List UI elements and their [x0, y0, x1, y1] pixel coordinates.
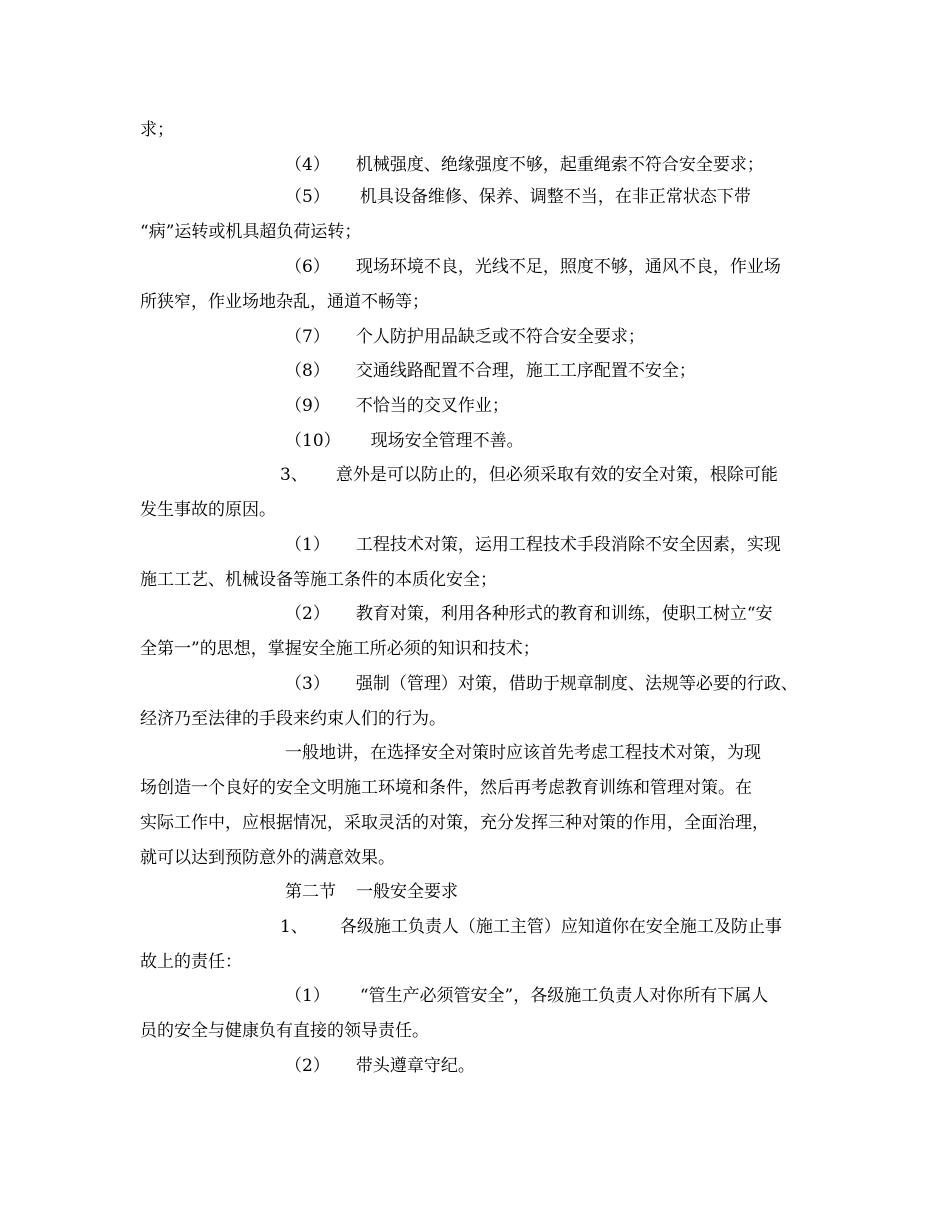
item-number: （1）	[285, 986, 330, 1006]
paragraph-line	[140, 774, 752, 802]
line-text: 强制（管理）对策，借助于规章制度、法规等必要的行政、	[355, 674, 798, 694]
line-text: 教育对策，利用各种形式的教育和训练，使职工树立“安	[355, 604, 773, 624]
item-number: 第二节	[285, 882, 336, 902]
paragraph-line	[285, 739, 761, 767]
line-text: 现场环境不良，光线不足，照度不够，通风不良，作业场	[355, 257, 781, 277]
item-number: （5）	[285, 187, 330, 207]
line-text: 发生事故的原因。	[140, 500, 276, 520]
item-number: （9）	[285, 396, 330, 416]
paragraph-line	[140, 809, 769, 837]
paragraph-line	[285, 357, 696, 385]
line-text: 机具设备维修、保养、调整不当，在非正常状态下带	[359, 187, 751, 207]
line-text: 一般安全要求	[356, 882, 458, 902]
item-number: （7）	[285, 327, 330, 347]
paragraph-line	[285, 392, 509, 420]
line-text: 机械强度、绝缘强度不够，起重绳索不符合安全要求；	[355, 155, 764, 175]
line-text: 各级施工负责人（施工主管）应知道你在安全施工及防止事	[339, 917, 782, 937]
line-text: 交通线路配置不合理，施工工序配置不安全；	[355, 361, 696, 381]
paragraph-line	[140, 705, 446, 733]
paragraph-line	[285, 427, 524, 455]
line-text: 意外是可以防止的，但必须采取有效的安全对策，根除可能	[335, 465, 778, 485]
item-number: （3）	[285, 674, 330, 694]
item-number: （2）	[285, 604, 330, 624]
paragraph-line	[285, 982, 768, 1010]
line-text: 经济乃至法律的手段来约束人们的行为。	[140, 709, 446, 729]
item-number: （4）	[285, 155, 330, 175]
line-text: 个人防护用品缺乏或不符合安全要求；	[355, 327, 645, 347]
line-text: “病”运转或机具超负荷运转；	[140, 222, 362, 242]
paragraph-line	[140, 116, 174, 144]
line-text: 一般地讲，在选择安全对策时应该首先考虑工程技术对策，为现	[285, 743, 761, 763]
paragraph-line	[280, 461, 778, 489]
line-text: 员的安全与健康负有直接的领导责任。	[140, 1021, 429, 1041]
paragraph-line	[280, 913, 782, 941]
paragraph-line	[140, 218, 361, 246]
paragraph-line	[140, 496, 276, 524]
paragraph-line	[285, 323, 645, 351]
item-number: （1）	[285, 535, 330, 555]
line-text: “管生产必须管安全”，各级施工负责人对你所有下属人	[359, 986, 769, 1006]
line-text: 施工工艺、机械设备等施工条件的本质化安全；	[140, 570, 497, 590]
item-number: 1、	[280, 917, 308, 937]
line-text: 故上的责任：	[140, 952, 242, 972]
item-number: （6）	[285, 257, 330, 277]
paragraph-line	[285, 183, 751, 211]
line-text: 就可以达到预防意外的满意效果。	[140, 848, 395, 868]
paragraph-line	[140, 288, 429, 316]
paragraph-line	[140, 844, 395, 872]
line-text: 全第一”的思想，掌握安全施工所必须的知识和技术；	[140, 639, 540, 659]
line-text: 不恰当的交叉作业；	[355, 396, 509, 416]
line-text: 实际工作中，应根据情况，采取灵活的对策，充分发挥三种对策的作用，全面治理，	[140, 813, 769, 833]
line-text: 现场安全管理不善。	[370, 431, 524, 451]
line-text: 场创造一个良好的安全文明施工环境和条件，然后再考虑教育训练和管理对策。在	[140, 778, 752, 798]
line-text: 带头遵章守纪。	[355, 1056, 475, 1076]
item-number: （2）	[285, 1056, 330, 1076]
paragraph-line	[285, 151, 764, 179]
paragraph-line	[285, 531, 781, 559]
line-text: 求；	[140, 120, 174, 140]
line-text: 所狭窄，作业场地杂乱，通道不畅等；	[140, 292, 429, 312]
paragraph-line	[140, 566, 497, 594]
item-number: 3、	[280, 465, 308, 485]
paragraph-line	[140, 948, 242, 976]
paragraph-line	[140, 1017, 429, 1045]
item-number: （10）	[285, 431, 341, 451]
item-number: （8）	[285, 361, 330, 381]
paragraph-line	[285, 1052, 475, 1080]
paragraph-line	[140, 635, 540, 663]
paragraph-line	[285, 600, 773, 628]
paragraph-line	[285, 670, 798, 698]
paragraph-line	[285, 253, 781, 281]
paragraph-line	[285, 878, 458, 906]
line-text: 工程技术对策，运用工程技术手段消除不安全因素，实现	[355, 535, 781, 555]
